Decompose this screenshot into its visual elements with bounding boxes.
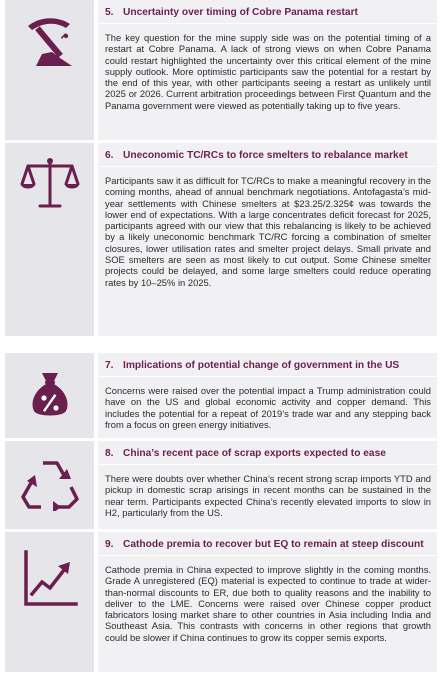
- section-9-text-cell: [98, 532, 437, 672]
- section-8-icon-cell: [5, 441, 94, 529]
- section-5-text-cell: [98, 0, 437, 140]
- section-8-heading: [98, 441, 437, 465]
- section-5-body: The key question for the mine supply side was on the potential timing of a restart at Cobre Panama. A lack of strong views on when Cobre Panama could restart highlighted the uncertainty over this critical element of the mine supply outlook. More optimistic participants saw the potential for a restart by the end of this year, with other participants seeing a restart as unlikely until 2025 or 2026. Current arbitration proceedings between First Quantum and the Panama government were viewed as potentially taking up to five years.: [105, 32, 431, 111]
- section-6: [5, 143, 437, 336]
- section-gap: [5, 339, 437, 353]
- section-7-icon-cell: [5, 353, 94, 438]
- section-8-body: There were doubts over whether China’s recent strong scrap imports YTD and pickup in domestic scrap arisings in recent months can be sustained in the near term. Participants expected China’s recently elevated imports to slow in H2, particularly from the US.: [105, 473, 431, 518]
- section-6-number: 6.: [105, 150, 114, 161]
- section-9-heading: [98, 532, 437, 556]
- section-6-body: Participants saw it as difficult for TC/RCs to make a meaningful recovery in the coming months, ahead of annual benchmark negotiations. Antofagasta’s mid-year settlements with Chinese smelters at $23.25/2.325¢ was towards the lower end of expectations. With a large concentrates deficit forecast for 2025, participants agreed with our view that this rebalancing is likely to be achieved by a likely uneconomic benchmark TC/RC forcing a combination of smelter closures, lower utilisation rates and smelter project delays. Small private and SOE smelters are seen as most likely to cut output. Some Chinese smelter projects could be delayed, and some large smelters could reduce operating rates by 10–25% in 2025.: [105, 175, 431, 288]
- section-9-body: Cathode premia in China expected to improve slightly in the coming months. Grade A unregistered (EQ) material is expected to continue to trade at wider-than-normal discounts to ER, due both to quality reasons and the inability to deliver to the LME. Concerns were raised over Chinese copper product fabricators losing market share to other countries in Asia including India and Southeast Asia. This contrasts with concerns in other regions that growth could be slower if China continues to grow its copper semis exports.: [105, 564, 431, 643]
- section-6-heading: [98, 143, 437, 167]
- section-7-body: Concerns were raised over the potential impact a Trump administration could have on the US and global economic activity and copper demand. This includes the potential for a repeat of 2019’s trade war and any stepping back from a focus on green energy initiatives.: [105, 385, 431, 430]
- section-9: [5, 532, 437, 672]
- section-6-icon-cell: [5, 143, 94, 336]
- section-8-title: China’s recent pace of scrap exports expected to ease: [123, 448, 386, 459]
- page: [5, 0, 437, 675]
- section-5-title: Uncertainty over timing of Cobre Panama restart: [123, 7, 358, 18]
- section-7-number: 7.: [105, 360, 114, 371]
- section-6-text-cell: [98, 143, 437, 336]
- section-8-text-cell: [98, 441, 437, 529]
- section-8-number: 8.: [105, 448, 114, 459]
- section-5-number: 5.: [105, 7, 114, 18]
- section-7-heading: [98, 353, 437, 377]
- section-7-text-cell: [98, 353, 437, 438]
- section-8: [5, 441, 437, 529]
- section-7: [5, 353, 437, 438]
- section-6-title: Uneconomic TC/RCs to force smelters to rebalance market: [123, 150, 408, 161]
- section-5-heading: [98, 0, 437, 24]
- section-9-number: 9.: [105, 539, 114, 550]
- section-5-icon-cell: [5, 0, 94, 140]
- section-7-title: Implications of potential change of government in the US: [123, 360, 400, 371]
- section-9-icon-cell: [5, 532, 94, 672]
- section-5: [5, 0, 437, 140]
- section-9-title: Cathode premia to recover but EQ to remain at steep discount: [123, 539, 424, 550]
